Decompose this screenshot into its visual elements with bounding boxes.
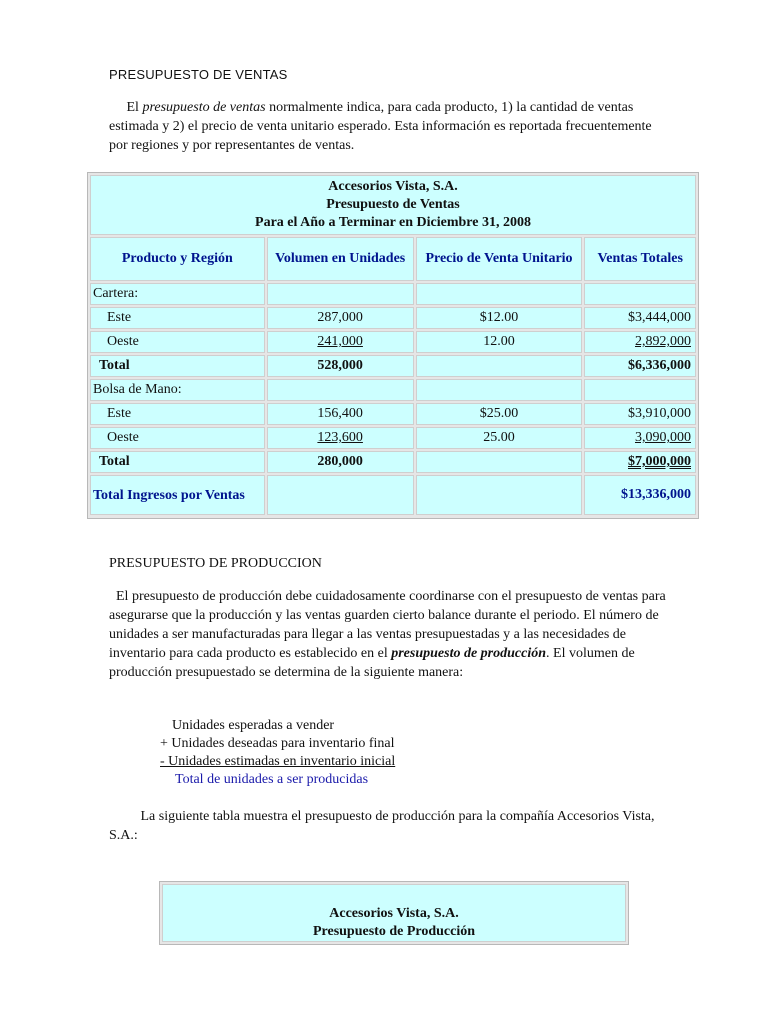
header-total-sales: Ventas Totales — [584, 237, 696, 281]
formula-result: Total de unidades a ser producidas — [175, 772, 369, 787]
intro-text-italic: presupuesto de ventas — [142, 100, 266, 115]
price-cell: 12.00 — [416, 331, 583, 353]
subtotal-units: 280,000 — [267, 451, 414, 473]
section-heading-sales-budget: PRESUPUESTO DE VENTAS — [109, 67, 288, 82]
price-cell: $25.00 — [416, 403, 583, 425]
units-cell: 241,000 — [317, 334, 363, 349]
table-row — [90, 475, 696, 515]
group-label: Cartera: — [90, 283, 265, 305]
total-cell: 3,090,000 — [635, 430, 691, 445]
region-label: Oeste — [90, 427, 265, 449]
table-row — [90, 403, 696, 425]
budget-period: Para el Año a Terminar en Diciembre 31, 2008 — [255, 215, 531, 230]
table-row — [90, 451, 696, 473]
region-label: Este — [90, 403, 265, 425]
budget-name: Presupuesto de Ventas — [326, 197, 460, 212]
units-cell: 123,600 — [317, 430, 363, 445]
intro-paragraph — [109, 98, 669, 155]
sales-budget-table — [87, 172, 699, 519]
production-text-post: . El volumen de producción presupuestado se determina de la siguiente manera: — [109, 646, 635, 680]
table-row — [90, 355, 696, 377]
header-volume: Volumen en Unidades — [267, 237, 414, 281]
table-row — [90, 427, 696, 449]
formula-line: + Unidades deseadas para inventario final — [160, 736, 395, 751]
production-budget-table — [159, 881, 629, 945]
subtotal-sales: $6,336,000 — [584, 355, 696, 377]
total-cell: $3,444,000 — [584, 307, 696, 329]
header-unit-price: Precio de Venta Unitario — [416, 237, 583, 281]
table-intro-text: La siguiente tabla muestra el presupuesto de producción para la compañía Accesorios Vista, S.A.: — [109, 809, 655, 843]
intro-text-pre: El — [126, 100, 143, 115]
table-row — [90, 307, 696, 329]
price-cell: 25.00 — [416, 427, 583, 449]
table-row — [90, 379, 696, 401]
group-label: Bolsa de Mano: — [90, 379, 265, 401]
intro-text-post: normalmente indica, para cada producto, 1) la cantidad de ventas estimada y 2) el precio de venta unitario esperado. Esta información es reportada frecuentemente por regiones y por representantes de ventas. — [109, 100, 652, 153]
formula-line: - Unidades estimadas en inventario inicial — [160, 754, 396, 769]
units-cell: 156,400 — [267, 403, 414, 425]
total-cell: $3,910,000 — [584, 403, 696, 425]
company-name: Accesorios Vista, S.A. — [329, 906, 459, 921]
table-intro-paragraph — [109, 807, 669, 845]
formula-list — [160, 717, 395, 789]
sales-table-title — [90, 175, 696, 235]
subtotal-label: Total — [90, 355, 265, 377]
section-heading-production-budget: PRESUPUESTO DE PRODUCCION — [109, 556, 322, 571]
header-product-region: Producto y Región — [90, 237, 265, 281]
total-cell: 2,892,000 — [635, 334, 691, 349]
production-paragraph — [109, 587, 669, 682]
subtotal-sales: $7,000,000 — [628, 454, 691, 469]
budget-name: Presupuesto de Producción — [312, 924, 476, 939]
grand-total-label: Total Ingresos por Ventas — [90, 475, 265, 515]
price-cell: $12.00 — [416, 307, 583, 329]
production-text-bold: presupuesto de producción — [391, 646, 547, 661]
region-label: Este — [90, 307, 265, 329]
production-text-pre: El presupuesto de producción debe cuidadosamente coordinarse con el presupuesto de ventas para asegurarse que la producción y las ventas guarden cierto balance durante el periodo. El número de unidades a ser manufacturadas para llegar a las ventas presupuestadas y a las necesidades de inventario para cada producto es establecido en el — [109, 589, 666, 661]
company-name: Accesorios Vista, S.A. — [328, 179, 458, 194]
production-table-title — [162, 884, 626, 942]
grand-total-value: $13,336,000 — [584, 475, 696, 515]
subtotal-units: 528,000 — [267, 355, 414, 377]
table-row — [90, 331, 696, 353]
region-label: Oeste — [90, 331, 265, 353]
subtotal-label: Total — [90, 451, 265, 473]
units-cell: 287,000 — [267, 307, 414, 329]
formula-line: Unidades esperadas a vender — [172, 718, 335, 733]
table-row — [90, 283, 696, 305]
